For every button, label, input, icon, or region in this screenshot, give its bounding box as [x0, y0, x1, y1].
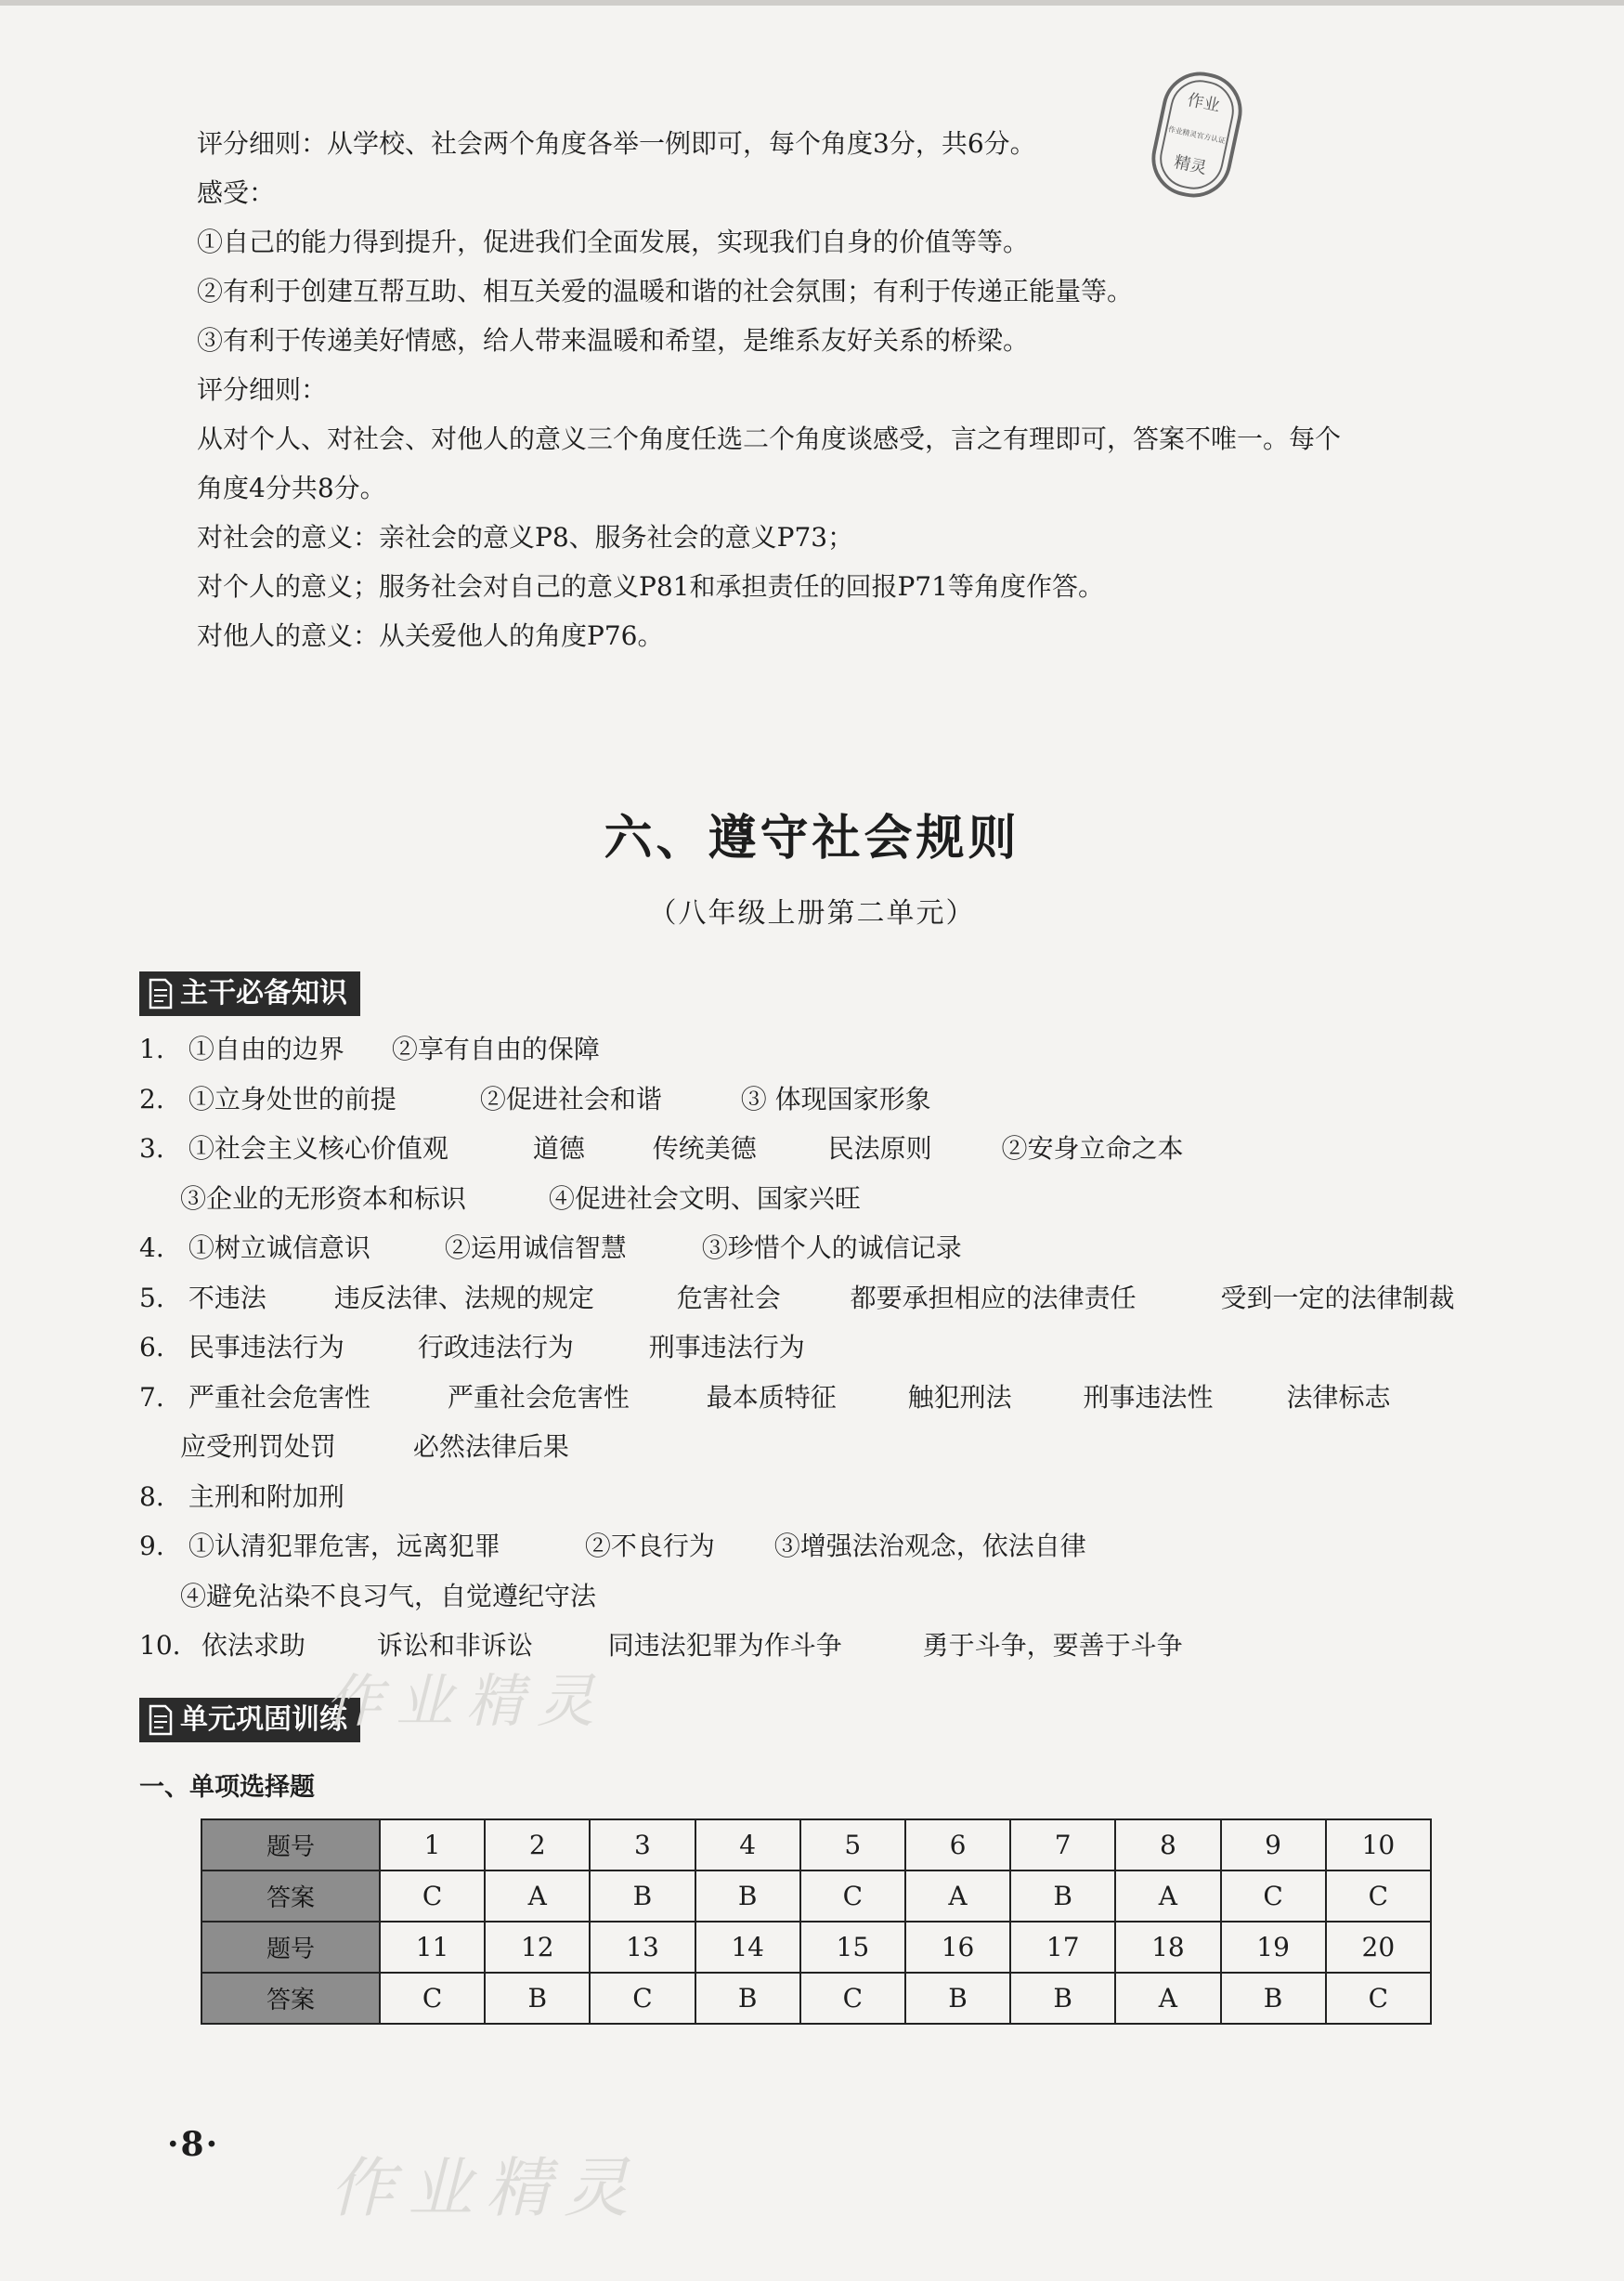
- item-number: 7.: [139, 1381, 164, 1413]
- item-text: ②安身立命之本: [1001, 1133, 1184, 1164]
- question-number-cell: 1: [380, 1819, 485, 1870]
- question-type-heading: 一、单项选择题: [139, 1773, 315, 1802]
- item-text: ④避免沾染不良习气，自觉遵纪守法: [180, 1580, 597, 1611]
- list-item: [139, 1124, 1458, 1174]
- question-number-cell: 19: [1221, 1922, 1326, 1973]
- item-text: 传统美德: [652, 1133, 757, 1164]
- item-text: 刑事违法性: [1083, 1381, 1214, 1413]
- section-header-label: 单元巩固训练: [180, 1703, 347, 1736]
- answer-row: [201, 1870, 1431, 1922]
- item-number: 10.: [139, 1630, 181, 1661]
- document-icon: [147, 1703, 175, 1737]
- row-label: 答案: [201, 1973, 380, 2024]
- watermark: 作业精灵: [330, 2150, 642, 2226]
- item-number: 1.: [139, 1034, 164, 1064]
- item-text: 行政违法行为: [417, 1332, 574, 1362]
- list-item-continuation: [139, 1422, 1458, 1472]
- item-text: 严重社会危害性: [188, 1381, 370, 1413]
- question-number-cell: 8: [1115, 1819, 1220, 1870]
- question-number-cell: 18: [1115, 1922, 1220, 1973]
- item-number: 9.: [139, 1531, 164, 1561]
- paragraph-line: ③有利于传递美好情感，给人带来温暖和希望，是维系友好关系的桥梁。: [197, 325, 1030, 356]
- paragraph-line: ②有利于创建互帮互助、相互关爱的温暖和谐的社会氛围；有利于传递正能量等。: [197, 276, 1134, 306]
- item-text: ②享有自由的保障: [391, 1034, 600, 1064]
- question-number-cell: 2: [485, 1819, 590, 1870]
- seal-text-middle: 精灵: [1172, 153, 1209, 178]
- item-text: 应受刑罚处罚: [180, 1431, 337, 1462]
- item-text: 都要承担相应的法律责任: [850, 1282, 1137, 1313]
- answer-cell: B: [590, 1870, 695, 1922]
- item-text: 道德: [532, 1133, 585, 1164]
- item-text: 必然法律后果: [412, 1431, 569, 1462]
- item-text: 违反法律、法规的规定: [333, 1282, 594, 1313]
- item-text: 不违法: [188, 1282, 266, 1313]
- answer-cell: C: [1221, 1870, 1326, 1922]
- item-text: ①立身处世的前提: [188, 1083, 396, 1114]
- answer-cell: A: [485, 1870, 590, 1922]
- list-item: [139, 1223, 1458, 1273]
- answer-cell: B: [905, 1973, 1010, 2024]
- item-text: 依法求助: [201, 1630, 305, 1661]
- item-text: ③珍惜个人的诚信记录: [701, 1232, 962, 1263]
- item-text: 危害社会: [676, 1282, 781, 1313]
- item-text: ①树立诚信意识: [188, 1232, 370, 1263]
- document-icon: [147, 977, 175, 1010]
- item-text: ②促进社会和谐: [479, 1083, 662, 1114]
- item-text: 受到一定的法律制裁: [1220, 1282, 1455, 1313]
- answer-cell: B: [695, 1973, 800, 2024]
- knowledge-list: [139, 1024, 1458, 1671]
- item-text: 触犯刑法: [907, 1381, 1012, 1413]
- item-number: 8.: [139, 1480, 164, 1512]
- list-item: [139, 1521, 1458, 1571]
- section-header-label: 主干必备知识: [180, 977, 347, 1010]
- answer-cell: C: [380, 1870, 485, 1922]
- item-text: 主刑和附加刑: [188, 1480, 344, 1512]
- question-number-cell: 7: [1010, 1819, 1115, 1870]
- row-label: 题号: [201, 1922, 380, 1973]
- answer-cell: C: [1326, 1973, 1431, 2024]
- question-number-row: [201, 1819, 1431, 1870]
- question-number-cell: 16: [905, 1922, 1010, 1973]
- answer-cell: B: [1010, 1870, 1115, 1922]
- page-number: ·8·: [167, 2125, 220, 2164]
- item-text: ③ 体现国家形象: [740, 1083, 931, 1114]
- question-number-cell: 17: [1010, 1922, 1115, 1973]
- item-number: 3.: [139, 1133, 164, 1164]
- item-text: 严重社会危害性: [447, 1381, 630, 1413]
- question-number-cell: 6: [905, 1819, 1010, 1870]
- answer-cell: C: [800, 1870, 905, 1922]
- item-text: 勇于斗争，要善于斗争: [922, 1630, 1183, 1661]
- paragraph-line: 从对个人、对社会、对他人的意义三个角度任选二个角度谈感受，言之有理即可，答案不唯一。每个: [197, 424, 1342, 454]
- question-number-cell: 20: [1326, 1922, 1431, 1973]
- list-item: [139, 1273, 1458, 1323]
- question-number-cell: 3: [590, 1819, 695, 1870]
- item-number: 5.: [139, 1282, 164, 1313]
- list-item-continuation: [139, 1174, 1458, 1224]
- answer-cell: A: [1115, 1973, 1220, 2024]
- item-text: ①认清犯罪危害，远离犯罪: [188, 1531, 500, 1561]
- paragraph-line: 对个人的意义；服务社会对自己的意义P81和承担责任的回报P71等角度作答。: [197, 571, 1104, 602]
- seal-text-top: 作业: [1185, 90, 1222, 116]
- answer-cell: A: [905, 1870, 1010, 1922]
- item-text: ③增强法治观念，依法自律: [773, 1531, 1086, 1561]
- answer-row: [201, 1973, 1431, 2024]
- list-item: [139, 1024, 1458, 1075]
- item-text: 民事违法行为: [188, 1332, 344, 1362]
- item-text: ③企业的无形资本和标识: [180, 1182, 467, 1214]
- item-text: ②运用诚信智慧: [444, 1232, 627, 1263]
- paragraph-line: 评分细则：从学校、社会两个角度各举一例即可，每个角度3分，共6分。: [197, 128, 1036, 159]
- item-text: ④促进社会文明、国家兴旺: [548, 1182, 861, 1214]
- list-item: [139, 1373, 1458, 1423]
- paragraph-line: 评分细则：: [197, 374, 328, 405]
- item-number: 6.: [139, 1332, 164, 1362]
- answer-cell: C: [800, 1973, 905, 2024]
- chapter-title: 六、遵守社会规则: [604, 811, 1020, 867]
- chapter-subtitle: （八年级上册第二单元）: [648, 897, 976, 930]
- item-text: 民法原则: [827, 1133, 932, 1164]
- question-number-cell: 10: [1326, 1819, 1431, 1870]
- list-item: [139, 1075, 1458, 1125]
- question-number-cell: 5: [800, 1819, 905, 1870]
- watermark: 作业精灵: [325, 1667, 608, 1735]
- item-number: 4.: [139, 1232, 164, 1263]
- answer-cell: C: [1326, 1870, 1431, 1922]
- row-label: 答案: [201, 1870, 380, 1922]
- top-border: [0, 0, 1624, 6]
- question-number-cell: 15: [800, 1922, 905, 1973]
- item-text: ①自由的边界: [188, 1034, 344, 1064]
- paragraph-line: 对社会的意义：亲社会的意义P8、服务社会的意义P73；: [197, 522, 854, 553]
- paragraph-line: 对他人的意义：从关爱他人的角度P76。: [197, 620, 664, 651]
- answer-cell: B: [695, 1870, 800, 1922]
- paragraph-line: ①自己的能力得到提升，促进我们全面发展，实现我们自身的价值等等。: [197, 227, 1030, 257]
- question-number-cell: 14: [695, 1922, 800, 1973]
- paragraph-line: 角度4分共8分。: [197, 473, 386, 503]
- item-text: 诉讼和非诉讼: [376, 1630, 533, 1661]
- answer-cell: B: [1010, 1973, 1115, 2024]
- item-text: ②不良行为: [584, 1531, 715, 1561]
- top-answer-block: [197, 119, 1460, 660]
- list-item-continuation: [139, 1571, 1458, 1622]
- question-number-cell: 13: [590, 1922, 695, 1973]
- question-number-row: [201, 1922, 1431, 1973]
- answer-cell: A: [1115, 1870, 1220, 1922]
- question-number-cell: 11: [380, 1922, 485, 1973]
- answer-table: [201, 1818, 1432, 2025]
- item-text: 最本质特征: [706, 1381, 837, 1413]
- item-text: 刑事违法行为: [648, 1332, 805, 1362]
- item-text: 法律标志: [1286, 1381, 1391, 1413]
- item-text: ①社会主义核心价值观: [188, 1133, 448, 1164]
- answer-cell: C: [380, 1973, 485, 2024]
- question-number-cell: 12: [485, 1922, 590, 1973]
- paragraph-line: 感受：: [197, 177, 276, 208]
- row-label: 题号: [201, 1819, 380, 1870]
- item-number: 2.: [139, 1083, 164, 1114]
- seal-text-ring: 作业精灵官方认证: [1167, 124, 1227, 146]
- section-header-knowledge: [139, 971, 360, 1016]
- answer-cell: B: [485, 1973, 590, 2024]
- list-item: [139, 1323, 1458, 1373]
- answer-cell: C: [590, 1973, 695, 2024]
- list-item: [139, 1472, 1458, 1522]
- item-text: 同违法犯罪为作斗争: [607, 1630, 842, 1661]
- answer-cell: B: [1221, 1973, 1326, 2024]
- question-number-cell: 9: [1221, 1819, 1326, 1870]
- question-number-cell: 4: [695, 1819, 800, 1870]
